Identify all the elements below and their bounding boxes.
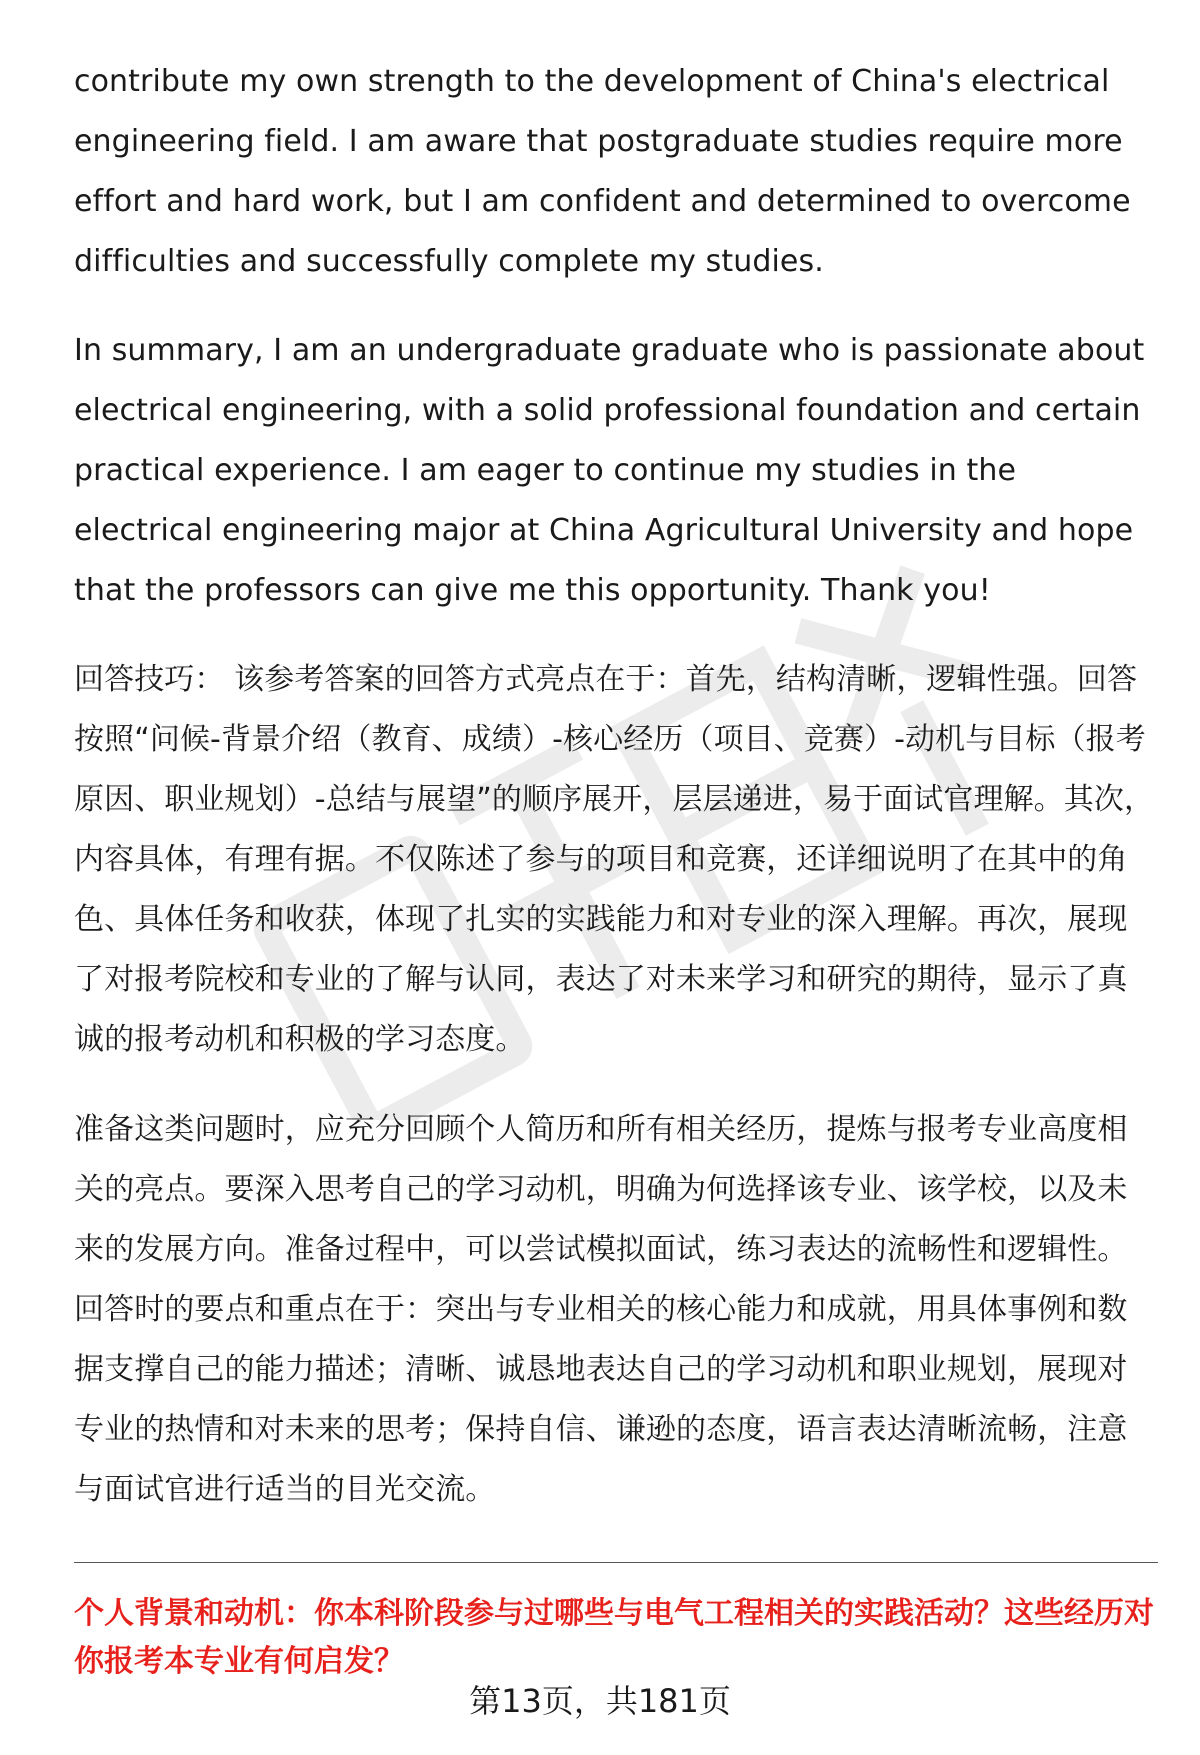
question-heading: 个人背景和动机：你本科阶段参与过哪些与电气工程相关的实践活动？这些经历对你报考本专业有何启发？	[74, 1596, 1154, 1679]
body-text	[74, 52, 1156, 1550]
paragraph-preparation-advice: 准备这类问题时，应充分回顾个人简历和所有相关经历，提炼与报考专业高度相关的亮点。要深入思考自己的学习动机，明确为何选择该专业、该学校，以及未来的发展方向。准备过程中，可以尝试模拟面试，练习表达的流畅性和逻辑性。回答时的要点和重点在于：突出与专业相关的核心能力和成就，用具体事例和数据支撑自己的能力描述；清晰、诚恳地表达自己的学习动机和职业规划，展现对专业的热情和对未来的思考；保持自信、谦逊的态度，语言表达清晰流畅，注意与面试官进行适当的目光交流。	[74, 1112, 1128, 1507]
page-number: 第13页，共181页	[469, 1682, 731, 1720]
section-divider	[74, 1562, 1158, 1563]
paragraph-conclusion-continued: contribute my own strength to the development of China's electrical engineering field. I am aware that postgraduate studies require more effort and hard work, but I am confident and determined to overcome difficulties and successfully complete my studies.	[74, 64, 1131, 279]
paragraph-answer-tips: 回答技巧： 该参考答案的回答方式亮点在于：首先，结构清晰，逻辑性强。回答按照“问候-背景介绍（教育、成绩）-核心经历（项目、竞赛）-动机与目标（报考原因、职业规划）-总结与展望”的顺序展开，层层递进，易于面试官理解。其次，内容具体，有理有据。不仅陈述了参与的项目和竞赛，还详细说明了在其中的角色、具体任务和收获，体现了扎实的实践能力和对专业的深入理解。再次，展现了对报考院校和专业的了解与认同，表达了对未来学习和研究的期待，显示了真诚的报考动机和积极的学习态度。	[74, 662, 1155, 1057]
paragraph-summary: In summary, I am an undergraduate graduate who is passionate about electrical engineering, with a solid professional foundation and certain practical experience. I am eager to continue my studies in the electrical engineering major at China Agricultural University and hope that the professors can give me this opportunity. Thank you!	[74, 333, 1145, 608]
